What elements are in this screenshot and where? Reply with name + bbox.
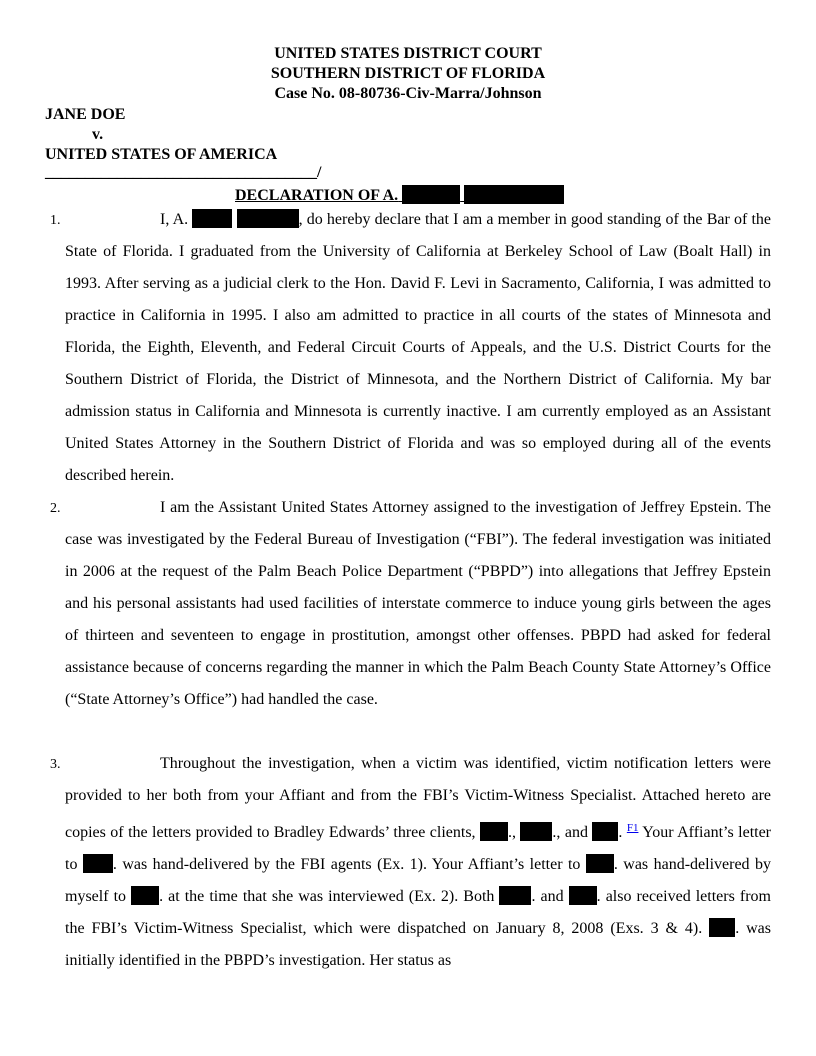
redaction-block xyxy=(569,886,597,905)
redaction-block xyxy=(83,854,113,873)
paragraph-text: . at the time that she was interviewed (Ex. 2). Both xyxy=(159,888,500,905)
district-name: SOUTHERN DISTRICT OF FLORIDA xyxy=(270,65,546,82)
paragraph-text: . xyxy=(618,824,623,841)
redaction-block xyxy=(464,185,564,204)
paragraph-text: Throughout the investigation, when a victim was identified, victim notification letters were provided to her both from your Affiant and from the FBI’s Victim-Witness Specialist. Attached hereto are copies of the letters provided to Bradley Edwards’ three clients, xyxy=(65,755,771,841)
redaction-block xyxy=(131,886,159,905)
paragraph-text: I, A. xyxy=(160,211,189,228)
paragraph-number: 2. xyxy=(50,501,61,516)
declaration-title xyxy=(235,185,564,206)
paragraph-text: I am the Assistant United States Attorney assigned to the investigation of Jeffrey Epstein. The case was investigated by the Federal Bureau of Investigation (“FBI”). The federal investigation was initiated in 2006 at the request of the Palm Beach Police Department (“PBPD”) into allegations that Jeffrey Epstein and his personal assistants had used facilities of interstate commerce to induce young girls between the ages of thirteen and seventeen to engage in prostitution, amongst other offenses. PBPD had asked for federal assistance because of concerns regarding the manner in which the Palm Beach County State Attorney’s Office (“State Attorney’s Office”) had handled the case. xyxy=(65,499,771,708)
versus-label: v. xyxy=(92,126,104,143)
paragraph-text: ., and xyxy=(552,824,593,841)
paragraph-text: . was hand-delivered by the FBI agents (Ex. 1). Your Affiant’s letter to xyxy=(112,856,586,873)
footnote-link[interactable]: F1 xyxy=(626,822,639,834)
declaration-title-text: DECLARATION OF A. xyxy=(235,187,399,204)
paragraph-text: . and xyxy=(531,888,569,905)
redaction-block xyxy=(586,854,614,873)
redaction-block xyxy=(592,822,618,841)
paragraph-text: Your Affiant’s letter to xyxy=(65,824,772,873)
paragraph-text: ., xyxy=(507,824,521,841)
court-name: UNITED STATES DISTRICT COURT xyxy=(274,45,542,62)
paragraph-1 xyxy=(65,204,771,492)
redaction-block xyxy=(480,822,508,841)
redaction-block xyxy=(237,209,299,228)
paragraph-2 xyxy=(65,492,771,716)
paragraph-text: . was hand-delivered by myself to xyxy=(65,856,771,905)
paragraph-number: 1. xyxy=(50,213,61,228)
paragraph-text: , do hereby declare that I am a member in good standing of the Bar of the State of Florida. I graduated from the University of California at Berkeley School of Law (Boalt Hall) in 1993. After serving as a judicial clerk to the Hon. David F. Levi in Sacramento, California, I was admitted to practice in California in 1995. I also am admitted to practice in all courts of the states of Minnesota and Florida, the Eighth, Eleventh, and Federal Circuit Courts of Appeals, and the U.S. District Courts for the Southern District of Florida, the District of Minnesota, and the Northern District of California. My bar admission status in California and Minnesota is currently inactive. I am currently employed as an Assistant United States Attorney in the Southern District of Florida and was so employed during all of the events described herein. xyxy=(65,211,772,484)
defendant-name: UNITED STATES OF AMERICA xyxy=(45,146,278,163)
case-number: Case No. 08-80736-Civ-Marra/Johnson xyxy=(274,85,542,102)
paragraph-number: 3. xyxy=(50,757,61,772)
paragraph-text: . was initially identified in the PBPD’s investigation. Her status as xyxy=(65,920,772,969)
redaction-block xyxy=(499,886,531,905)
paragraph-3 xyxy=(65,748,771,977)
redaction-block xyxy=(709,918,735,937)
redaction-block xyxy=(520,822,552,841)
plaintiff-name: JANE DOE xyxy=(45,106,126,123)
caption-rule-line: __________________________________/ xyxy=(45,164,322,181)
paragraph-text: . also received letters from the FBI’s Victim-Witness Specialist, which were dispatched on January 8, 2008 (Exs. 3 & 4). xyxy=(65,888,771,937)
redaction-block xyxy=(192,209,232,228)
redaction-block xyxy=(402,185,460,204)
